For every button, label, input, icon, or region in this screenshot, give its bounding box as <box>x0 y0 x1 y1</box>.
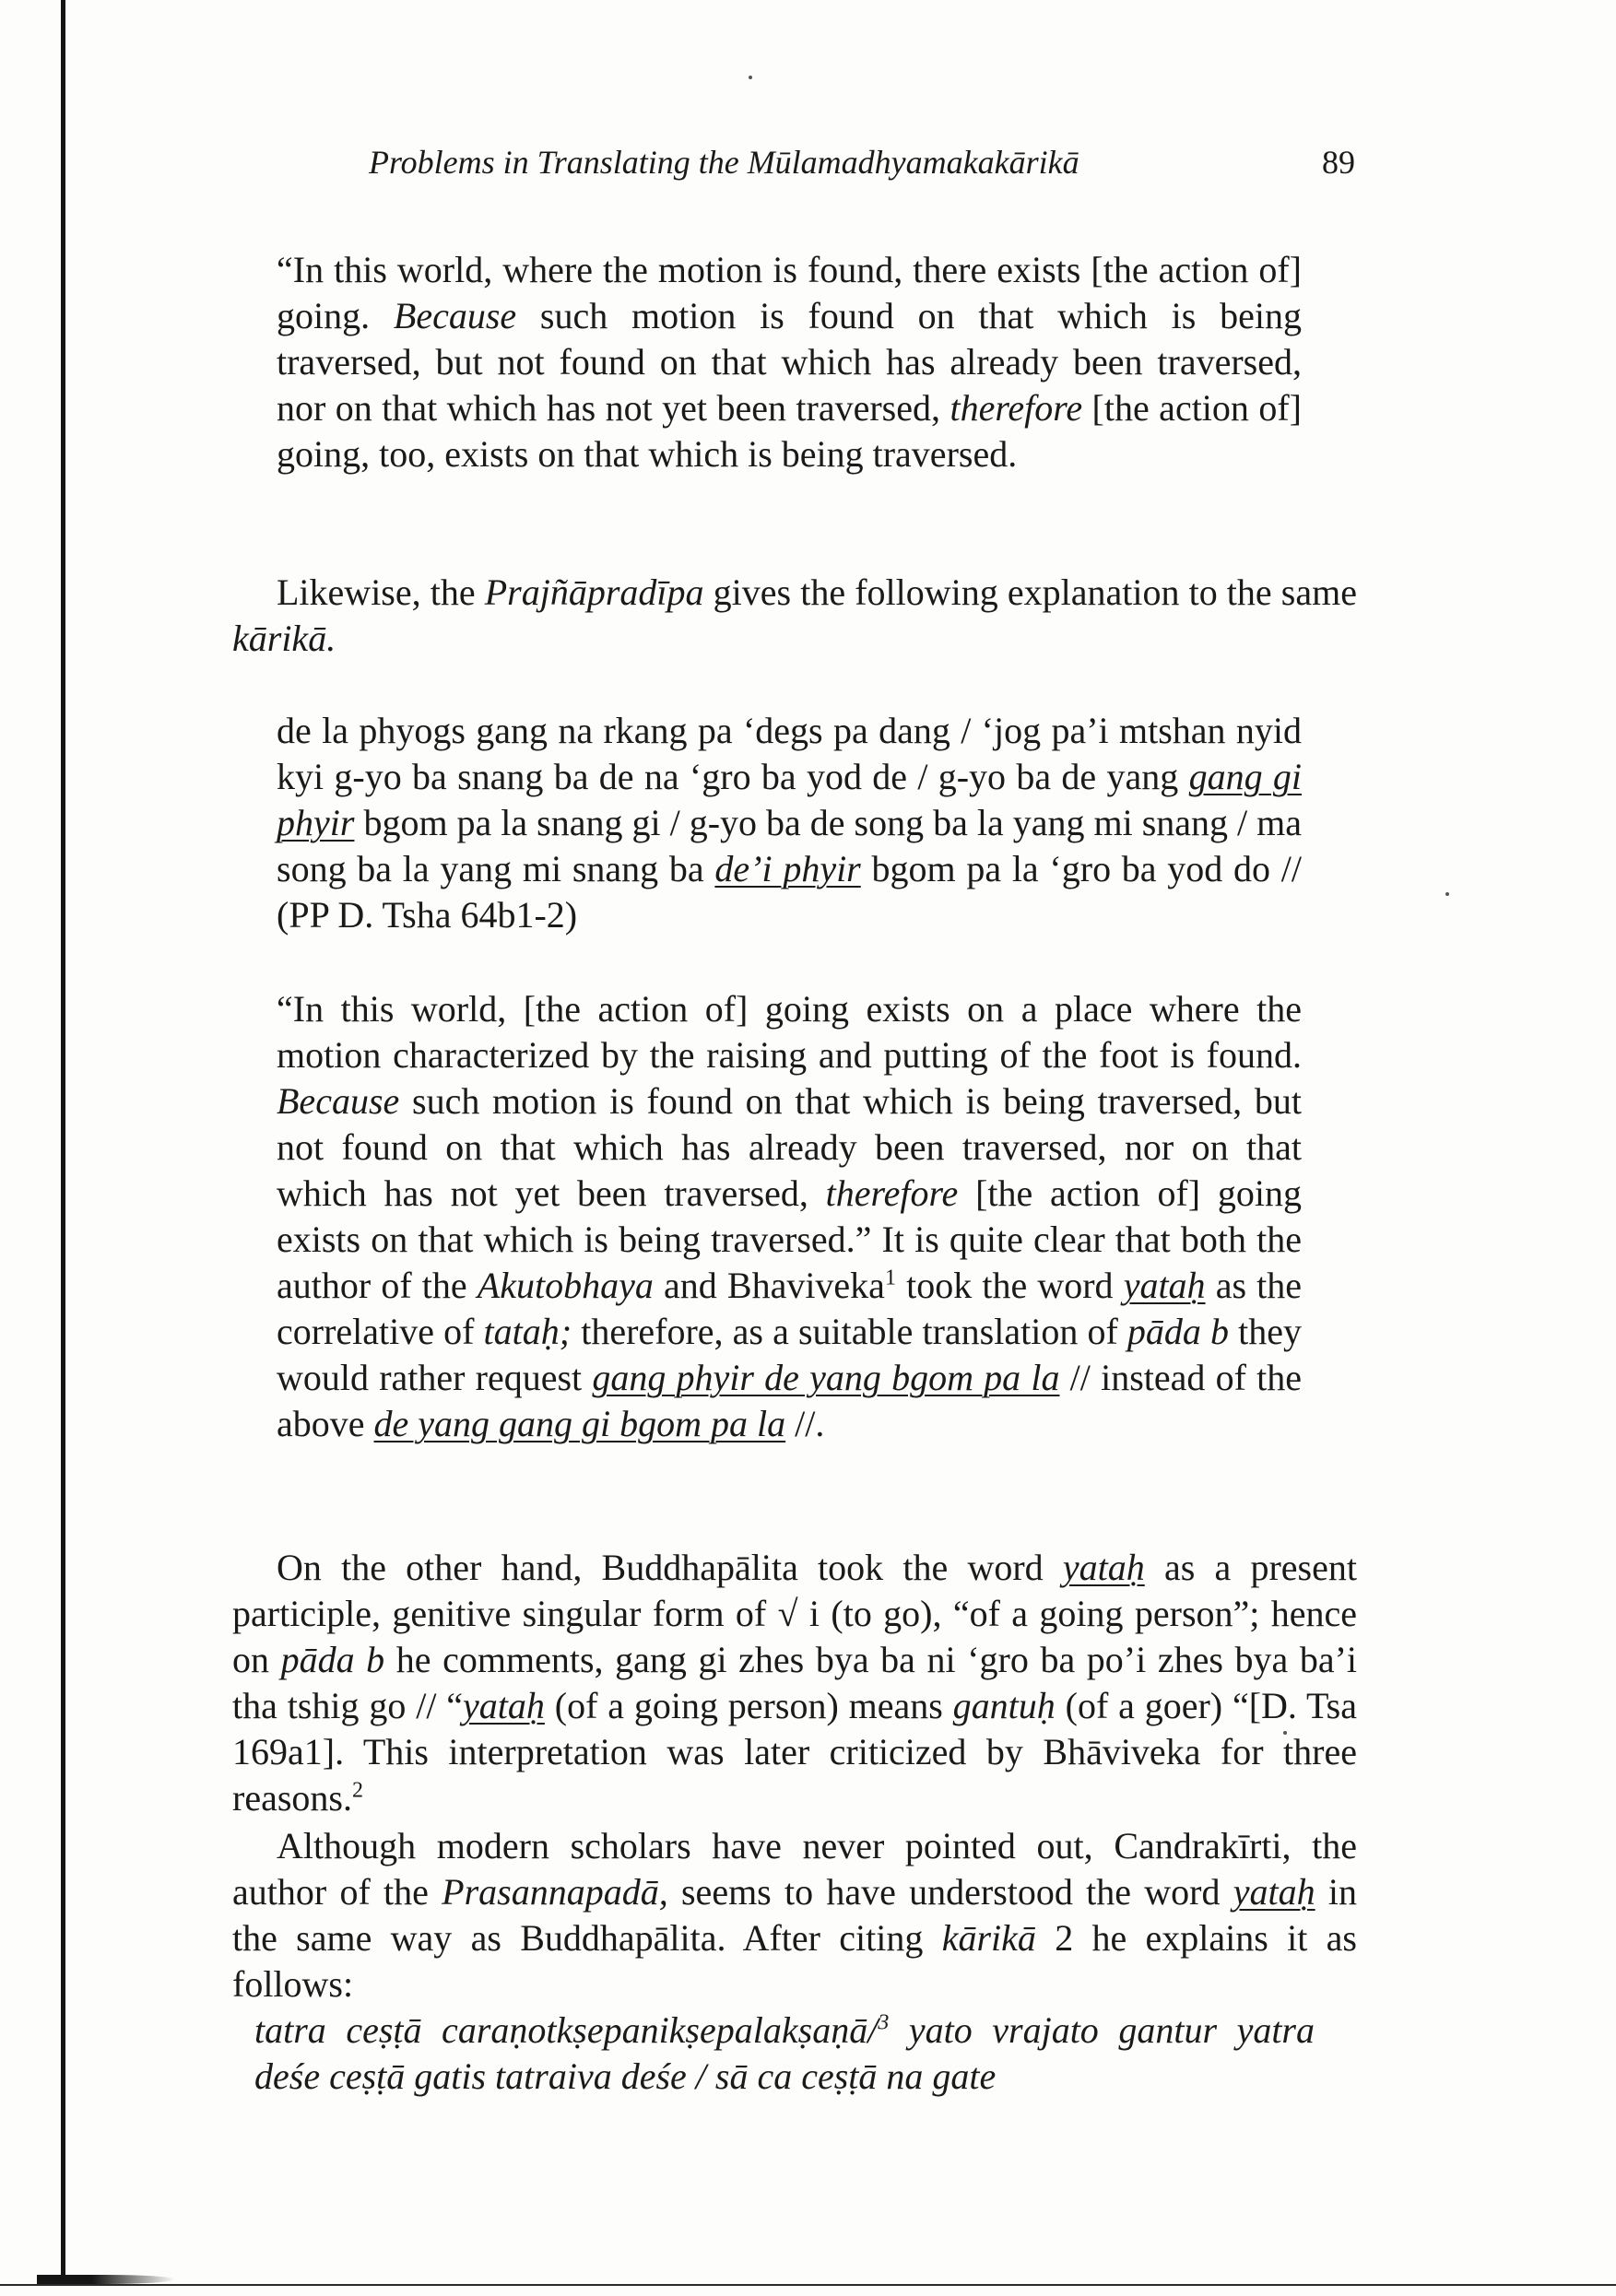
footnote-ref-2: 2 <box>351 1778 363 1803</box>
footnote-ref-3: 3 <box>878 2010 890 2035</box>
bottom-rule <box>0 2284 1616 2286</box>
quote-prajnapradipa-translation: “In this world, [the action of] going exists on a place where the motion characterized by the raising and putting of the foot is found. Because such motion is found on that which is being traversed, but not found on that which has already been traversed, nor on that which has not yet been traversed, therefore [the action of] going exists on that which is being traversed.” It is quite clear that both the author of the Akutobhaya and Bhaviveka$^1$ took the word yataḥ as the correlative of tataḥ; therefore, as a suitable translation of pāda b they would rather request gang phyir de yang bgom pa la // instead of the above de yang gang gi bgom pa la //. <box>277 988 1303 1444</box>
quote-akutobhaya-translation: “In this world, where the motion is found, there exists [the action of] going. Because such motion is found on that which is being traversed, but not found on that which has already been traversed, nor on that which has not yet been traversed, therefore [the action of] going, too, exists on that which is being traversed. <box>277 249 1303 475</box>
sanskrit-citation: tatra ceṣṭā caraṇotkṣepanikṣepalakṣaṇā/$^3$ yato vrajato gantur yatra deśe ceṣṭā gatis tatraiva deśe / sā ca ceṣṭā na gate <box>254 2009 1315 2097</box>
paragraph-buddhapalita: On the other hand, Buddhapālita took the word yataḥ as a present participle, genitive singular form of √ i (to go), “of a going person”; hence on pāda b he comments, gang gi zhes bya ba ni ‘gro ba po’i zhes bya ba’i tha tshig go // “yataḥ (of a going person) means gantuḥ (of a goer) “[D. Tsa 169a1]. This interpretation was later criticized by Bhāviveka for three reasons.$^2$ <box>232 1547 1358 1819</box>
scan-speck <box>749 76 752 79</box>
page-number: 89 <box>1322 144 1355 181</box>
page-header <box>369 143 1355 189</box>
binding-edge <box>61 0 65 2277</box>
paragraph-candrakirti: Although modern scholars have never pointed out, Candrakīrti, the author of the Prasannapadā, seems to have understood the word yataḥ in the same way as Buddhapālita. After citing kārikā 2 he explains it as follows: <box>232 1825 1358 2005</box>
running-head: Problems in Translating the Mūlamadhyamakakārikā <box>369 144 1079 181</box>
footnote-ref-1: 1 <box>884 1266 896 1290</box>
scan-speck <box>1445 892 1449 896</box>
paragraph-prajnapradipa-intro: Likewise, the Prajñāpradīpa gives the following explanation to the same kārikā. <box>232 571 1357 659</box>
tibetan-citation: de la phyogs gang na rkang pa ‘degs pa dang / ‘jog pa’i mtshan nyid kyi g-yo ba snang ba de na ‘gro ba yod de / g-yo ba de yang gang gi phyir bgom pa la snang gi / g-yo ba de song ba la yang mi snang / ma song ba la yang mi snang ba de’i phyir bgom pa la ‘gro ba yod do // (PP D. Tsha 64b1-2) <box>277 710 1303 936</box>
binding-edge-foot <box>37 2275 175 2284</box>
